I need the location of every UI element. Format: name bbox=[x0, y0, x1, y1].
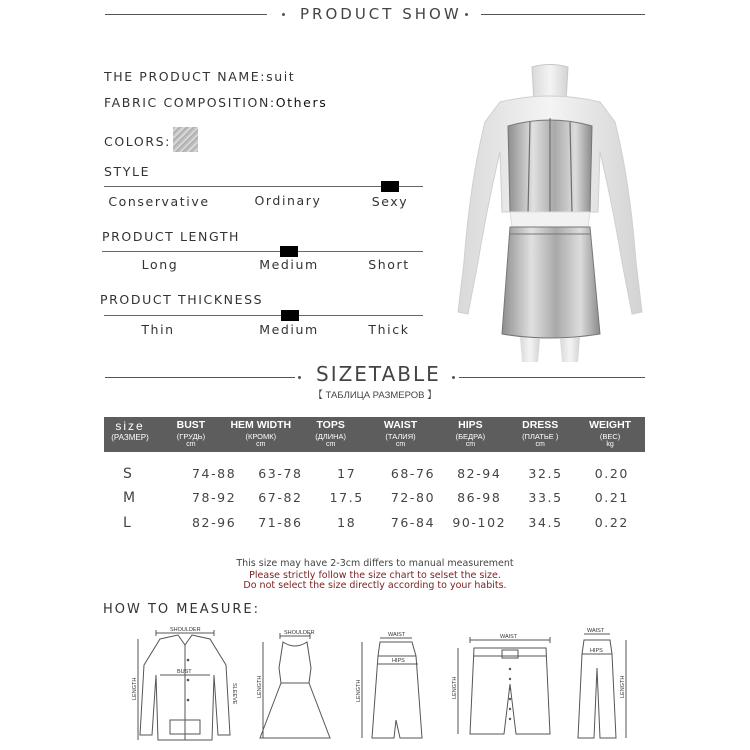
thickness-option-thick: Thick bbox=[368, 322, 410, 337]
sizetable-subtitle: 【 ТАБЛИЦА РАЗМЕРОВ 】 bbox=[313, 390, 437, 401]
colors-label: COLORS: bbox=[104, 134, 171, 149]
size-note: This size may have 2-3cm differs to manual measurement bbox=[236, 558, 514, 569]
shorts-length-label: LENGTH bbox=[452, 676, 458, 699]
thickness-scale-line bbox=[104, 315, 423, 316]
table-cell: M bbox=[123, 490, 137, 506]
table-cell: S bbox=[123, 466, 134, 482]
pants-waist-label: WAIST bbox=[587, 628, 605, 634]
sizetable-rule-left bbox=[105, 377, 295, 378]
sleeve-label: SLEEVE bbox=[231, 683, 237, 705]
header-bust: BUST (ГРУДЬ) cm bbox=[176, 419, 206, 448]
header-waist: WAIST (ТАЛИЯ) cm bbox=[383, 419, 418, 448]
header-weight: WEIGHT (ВЕС) kg bbox=[589, 419, 632, 448]
table-cell: 63-78 bbox=[258, 466, 303, 481]
table-row bbox=[104, 511, 645, 535]
skirt-measure-diagram bbox=[350, 632, 430, 746]
table-cell: 90-102 bbox=[452, 515, 507, 530]
table-cell: 0.22 bbox=[594, 515, 629, 530]
sizetable-dot-right bbox=[452, 376, 455, 379]
shoulder-label: SHOULDER bbox=[170, 627, 201, 633]
table-cell: 76-84 bbox=[390, 515, 436, 530]
style-scale-line bbox=[104, 186, 423, 187]
color-swatch-silver bbox=[173, 127, 198, 152]
sizetable-dot-left bbox=[298, 376, 301, 379]
table-cell: 17.5 bbox=[329, 490, 364, 505]
bust-label: BUST bbox=[177, 669, 192, 675]
pants-length-label: LENGTH bbox=[620, 675, 626, 698]
thickness-title: PRODUCT THICKNESS bbox=[100, 292, 264, 307]
product-name: THE PRODUCT NAME:suit bbox=[104, 69, 296, 84]
length-option-short: Short bbox=[368, 257, 410, 272]
size-warning-1: Please strictly follow the size chart to selset the size. bbox=[249, 570, 501, 581]
pants-measure-diagram bbox=[570, 628, 632, 746]
size-warning-2: Do not select the size directly according to your habits. bbox=[243, 580, 507, 591]
page-title: PRODUCT SHOW bbox=[300, 5, 462, 23]
length-label: LENGTH bbox=[132, 677, 138, 700]
jacket-measure-diagram bbox=[130, 625, 240, 747]
thickness-option-thin: Thin bbox=[141, 322, 175, 337]
style-marker bbox=[381, 181, 399, 192]
sizetable-title: SIZETABLE bbox=[316, 362, 441, 386]
skirt-waist-label: WAIST bbox=[388, 632, 406, 638]
table-cell: 67-82 bbox=[258, 490, 303, 505]
header-tops: TOPS (ДЛИНА) cm bbox=[315, 419, 347, 448]
table-cell: 0.20 bbox=[594, 466, 629, 481]
table-cell: 74-88 bbox=[191, 466, 237, 481]
style-option-ordinary: Ordinary bbox=[254, 193, 322, 208]
table-cell: L bbox=[123, 515, 133, 531]
table-cell: 32.5 bbox=[528, 466, 563, 481]
table-cell: 17 bbox=[337, 466, 357, 481]
header-rule-right bbox=[481, 14, 645, 15]
table-cell: 82-96 bbox=[191, 515, 237, 530]
header-hem-width: HEM WIDTH (КРОМК) cm bbox=[230, 419, 292, 448]
skirt-length-label: LENGTH bbox=[356, 679, 362, 702]
dress-measure-diagram bbox=[255, 628, 335, 746]
table-cell: 68-76 bbox=[390, 466, 436, 481]
shorts-measure-diagram bbox=[450, 634, 558, 744]
table-row bbox=[104, 462, 645, 486]
dress-length-label: LENGTH bbox=[257, 675, 263, 698]
header-dot-right bbox=[465, 13, 468, 16]
header-dress: DRESS (ПЛАТЬЕ ) cm bbox=[522, 419, 559, 448]
table-cell: 86-98 bbox=[457, 490, 502, 505]
length-option-medium: Medium bbox=[259, 257, 319, 272]
table-cell: 82-94 bbox=[457, 466, 502, 481]
how-to-measure-title: HOW TO MEASURE: bbox=[103, 602, 261, 617]
table-cell: 0.21 bbox=[594, 490, 629, 505]
table-cell: 33.5 bbox=[528, 490, 563, 505]
fabric-value: Others bbox=[275, 95, 328, 110]
size-table-header bbox=[104, 417, 645, 452]
length-marker bbox=[280, 246, 298, 257]
header-size: size (РАЗМЕР) bbox=[111, 419, 149, 442]
fabric-label: FABRIC COMPOSITION: bbox=[104, 95, 276, 110]
dress-shoulder-label: SHOULDER bbox=[284, 630, 315, 636]
mannequin-illustration bbox=[440, 62, 660, 362]
table-cell: 34.5 bbox=[528, 515, 563, 530]
fabric-composition-label bbox=[104, 95, 327, 110]
table-row bbox=[104, 486, 645, 510]
header-dot-left bbox=[282, 13, 285, 16]
length-option-long: Long bbox=[141, 257, 179, 272]
product-photo bbox=[440, 62, 660, 362]
length-title: PRODUCT LENGTH bbox=[102, 229, 241, 244]
style-option-sexy: Sexy bbox=[371, 194, 409, 209]
header-hips: HIPS (БЕДРА) cm bbox=[455, 419, 486, 448]
table-cell: 71-86 bbox=[258, 515, 303, 530]
table-cell: 18 bbox=[337, 515, 357, 530]
table-cell: 72-80 bbox=[390, 490, 436, 505]
sizetable-rule-right bbox=[459, 377, 645, 378]
style-title: STYLE bbox=[104, 164, 151, 179]
shorts-waist-label: WAIST bbox=[500, 634, 518, 640]
table-cell: 78-92 bbox=[191, 490, 237, 505]
skirt-hips-label: HIPS bbox=[392, 658, 405, 664]
thickness-marker bbox=[281, 310, 299, 321]
length-scale-line bbox=[102, 251, 423, 252]
pants-hips-label: HIPS bbox=[590, 648, 603, 654]
style-option-conservative: Conservative bbox=[108, 194, 210, 209]
header-rule-left bbox=[105, 14, 267, 15]
thickness-option-medium: Medium bbox=[259, 322, 319, 337]
